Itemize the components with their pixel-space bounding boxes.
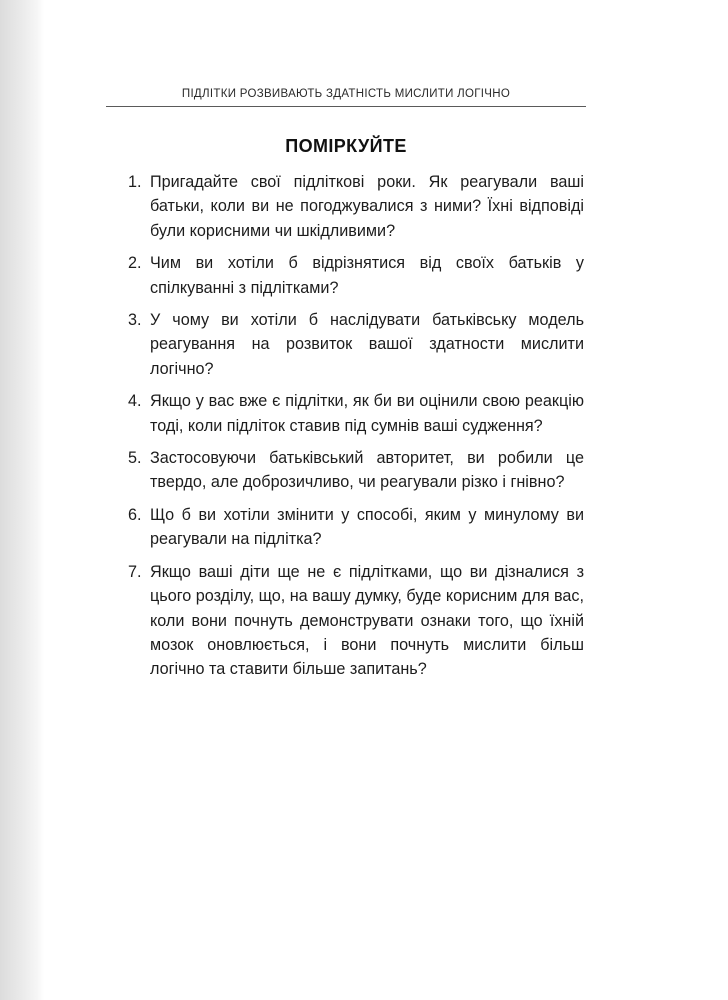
question-text: Пригадайте свої підліткові роки. Як реагували ваші батьки, коли ви не погоджувалися з ними? Їхні відповіді були корисними чи шкідливими? — [150, 173, 584, 240]
header-rule — [106, 106, 586, 107]
question-number: 7. — [128, 562, 142, 581]
question-text: Що б ви хотіли змінити у способі, яким у минулому ви реагували на підлітка? — [150, 505, 584, 549]
question-number: 5. — [128, 449, 142, 468]
question-number: 6. — [128, 505, 142, 524]
question-item — [128, 446, 584, 495]
page-binding-shadow — [0, 0, 44, 1000]
question-item — [128, 251, 584, 300]
question-item — [128, 503, 584, 552]
question-number: 3. — [128, 311, 142, 330]
question-text: Застосовуючи батьківський авторитет, ви робили це твердо, але доброзичливо, чи реагували різко і гнівно? — [150, 449, 584, 492]
section-title: ПОМІРКУЙТЕ — [285, 136, 407, 156]
question-text: Якщо ваші діти ще не є підлітками, що ви дізналися з цього розділу, що, на вашу думку, буде корисним для вас, коли вони почнуть демонструвати ознаки того, що їхній мозок оновлюється, і вони почнуть мислити більш логічно та ставити більше запитань? — [150, 562, 584, 679]
question-number: 2. — [128, 254, 142, 273]
questions-list — [128, 170, 584, 690]
question-item — [128, 308, 584, 381]
question-item — [128, 389, 584, 438]
question-number: 1. — [128, 173, 142, 191]
question-item — [128, 560, 584, 682]
question-number: 4. — [128, 392, 142, 411]
question-text: Чим ви хотіли б відрізнятися від своїх батьків у спілкуванні з підлітками? — [150, 254, 584, 297]
question-text: У чому ви хотіли б наслідувати батьківську модель реагування на розвиток вашої здатности мислити логічно? — [150, 311, 584, 378]
question-item — [128, 170, 584, 243]
running-header: ПІДЛІТКИ РОЗВИВАЮТЬ ЗДАТНІСТЬ МИСЛИТИ ЛОГІЧНО — [181, 88, 511, 100]
question-text: Якщо у вас вже є підлітки, як би ви оцінили свою реакцію тоді, коли підліток ставив під сумнів ваші судження? — [150, 392, 584, 435]
